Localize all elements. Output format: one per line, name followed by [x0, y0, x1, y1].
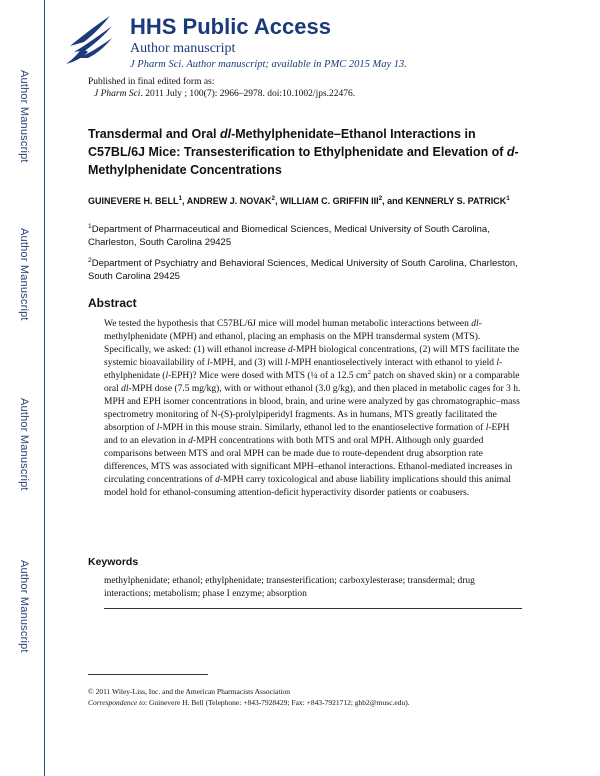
keywords-divider [104, 608, 522, 609]
author-name: GUINEVERE H. BELL [88, 196, 179, 206]
abstract-body: We tested the hypothesis that C57BL/6J mice will model human metabolic interactions between dl-methylphenidate (MPH) and ethanol, placing an emphasis on the MPH transdermal system (MTS). Specifically, we asked: (1) will ethanol increase d-MPH biological concentrations, (2) will MTS facilitate the systemic bioavailability of l-MPH, and (3) will l-MPH enantioselectively interact with ethanol to yield l-ethylphenidate (l-EPH)? Mice were dosed with MTS (¼ of a 12.5 $cm^2$ patch on shaved skin) or a comparable oral dl-MPH dose (7.5 mg/kg), with or without ethanol (3.0 g/kg), and then placed in metabolic cages for 3 h. MPH and EPH isomer concentrations in blood, brain, and urine were analyzed by gas chromatographic–mass spectrometry monitoring of N-(S)-prolylpiperidyl fragments. As in humans, MTS greatly facilitated the absorption of l-MPH in this mouse strain. Similarly, ethanol led to the enantioselective formation of l-EPH and to an elevation in d-MPH concentrations with both MTS and oral MPH. Although only guarded comparisons between MTS and oral MPH can be made due to route-dependent drug absorption rate differences, MTS was associated with significant MPH–ethanol interactions. Ethanol-mediated increases in circulating concentrations of d-MPH carry toxicological and abuse liability implications should this animal model hold for ethanol-consuming attention-deficit hyperactivity disorder patients or coabusers. [104, 319, 521, 498]
publication-reference [88, 88, 568, 100]
correspondence: Correspondence to: Guinevere H. Bell (Telephone: +843-7928429; Fax: +843-7921712; ghb2@musc.edu). [88, 698, 410, 707]
author-name: KENNERLY S. PATRICK [405, 196, 507, 206]
hhs-eagle-logo-icon [62, 8, 118, 68]
sidebar-label: Author Manuscript [18, 228, 30, 321]
header [62, 8, 582, 78]
published-label: Published in final edited form as: [88, 77, 215, 87]
reference-details: . 2011 July ; 100(7): 2966–2978. doi:10.1002/jps.22476. [140, 89, 356, 99]
keywords-list: methylphenidate; ethanol; ethylphenidate; transesterification; carboxylesterase; transdermal; drug interactions; metabolism; phase I enzyme; absorption [104, 576, 475, 599]
manuscript-type: Author manuscript [130, 41, 236, 56]
affiliation: $^1$Department of Pharmaceutical and Biomedical Sciences, Medical University of South Carolina, Charleston, South Carolina 29425 [88, 222, 490, 248]
footnotes [88, 686, 558, 708]
sidebar-label: Author Manuscript [18, 560, 30, 653]
abstract-heading: Abstract [88, 296, 137, 310]
article-title: Transdermal and Oral dl-Methylphenidate–Ethanol Interactions in C57BL/6J Mice: Transesterification to Ethylphenidate and Elevation of d-Methylphenidate Concentrations [88, 127, 519, 177]
journal-citation: J Pharm Sci. Author manuscript; available in PMC 2015 May 13. [130, 59, 407, 70]
keywords-heading: Keywords [88, 556, 139, 568]
affiliation: $^2$Department of Psychiatry and Behavioral Sciences, Medical University of South Carolina, Charleston, South Carolina 29425 [88, 256, 518, 282]
sidebar-label: Author Manuscript [18, 70, 30, 163]
author-name: ANDREW J. NOVAK [186, 196, 272, 206]
author-list: GUINEVERE H. BELL$^1$, ANDREW J. NOVAK$^2$, WILLIAM C. GRIFFIN III$^2$, and KENNERLY S. PATRICK$^1$ [88, 195, 510, 206]
author-name: WILLIAM C. GRIFFIN III [280, 196, 379, 206]
journal-name: J Pharm Sci [94, 89, 141, 99]
sidebar-label: Author Manuscript [18, 398, 30, 491]
sidebar [0, 0, 45, 776]
publication-info [88, 76, 568, 100]
copyright: © 2011 Wiley-Liss, Inc. and the American Pharmacists Association [88, 687, 291, 696]
hhs-title: HHS Public Access [130, 14, 331, 39]
footnote-divider [88, 674, 208, 675]
